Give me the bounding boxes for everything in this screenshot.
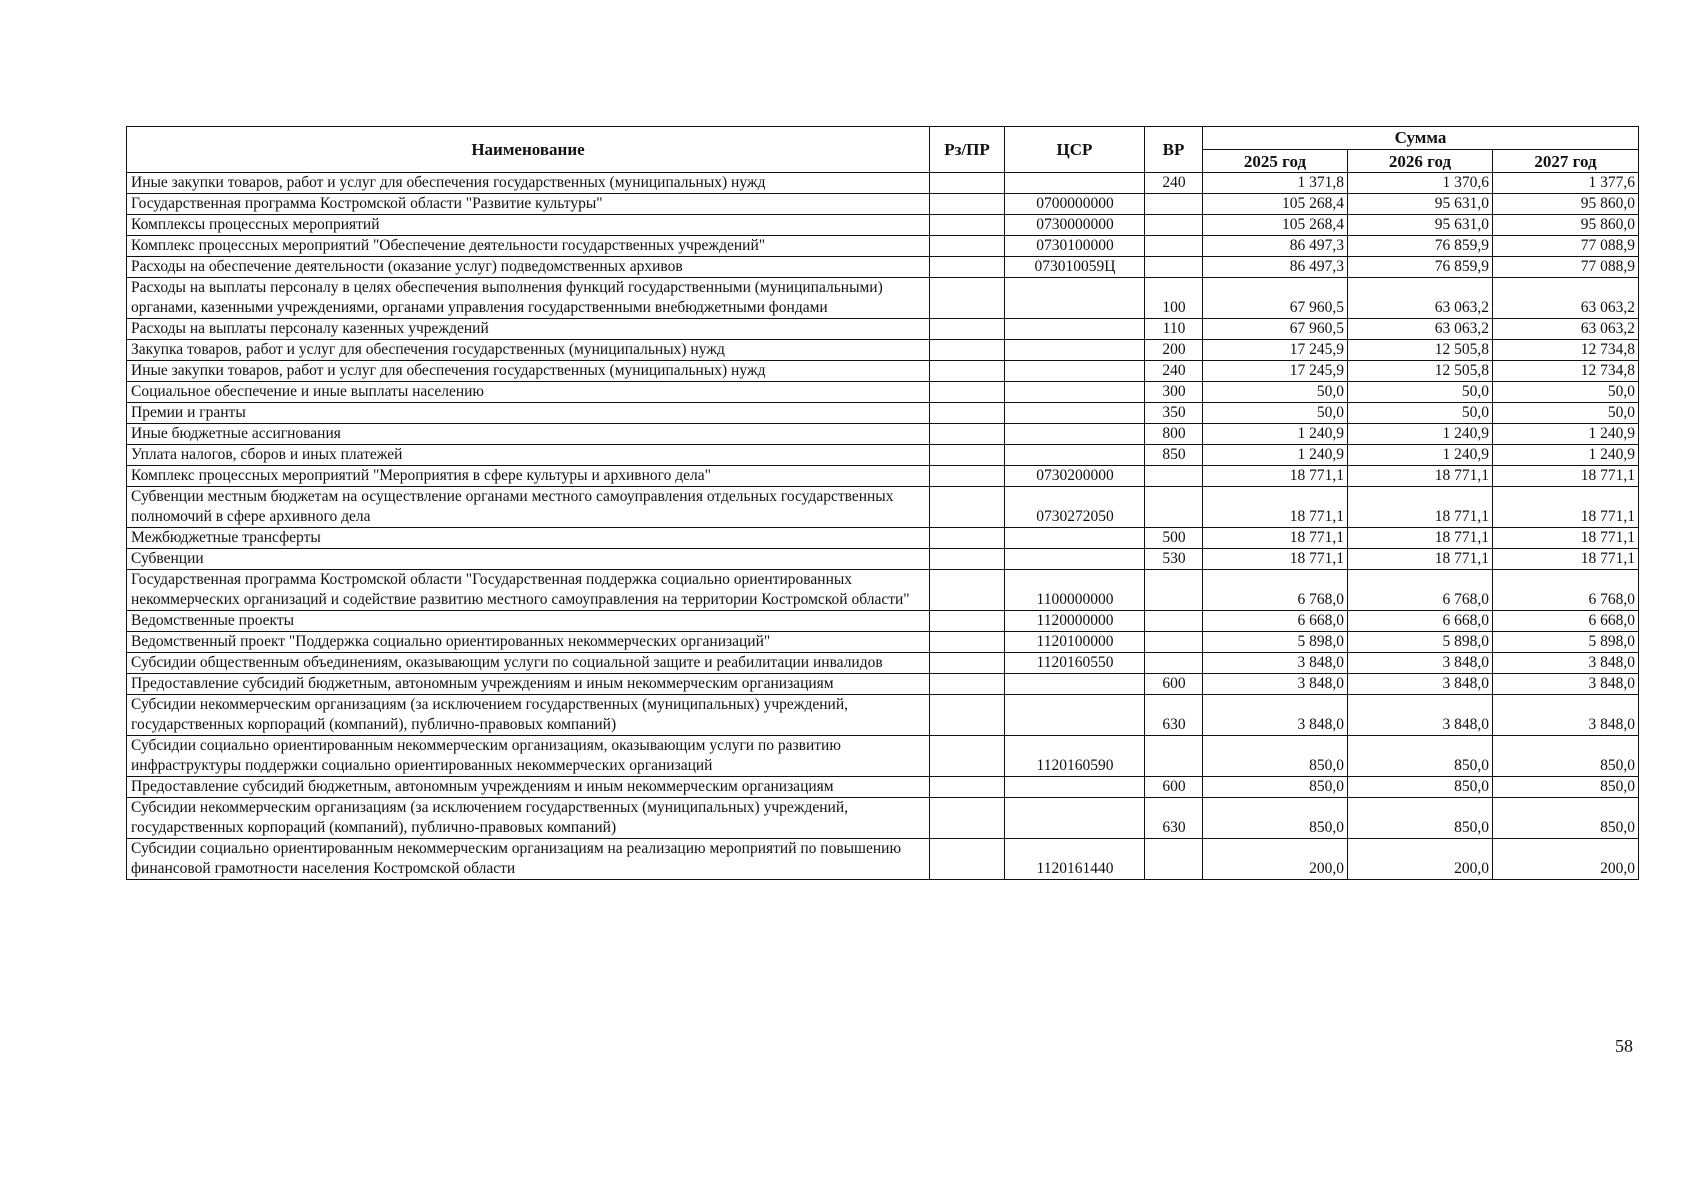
table-row <box>127 215 1639 236</box>
table-row <box>127 736 1639 777</box>
row-rz-pr <box>930 215 1005 236</box>
row-vr <box>1145 215 1203 236</box>
row-value-2026: 12 505,8 <box>1348 340 1493 361</box>
row-value-2026: 63 063,2 <box>1348 319 1493 340</box>
row-rz-pr <box>930 361 1005 382</box>
row-vr: 630 <box>1145 695 1203 736</box>
table-row <box>127 570 1639 611</box>
row-csr: 0700000000 <box>1005 194 1145 215</box>
row-name: Предоставление субсидий бюджетным, автономным учреждениям и иным некоммерческим организациям <box>127 777 930 798</box>
row-value-2026: 18 771,1 <box>1348 528 1493 549</box>
row-vr: 600 <box>1145 674 1203 695</box>
row-value-2025: 50,0 <box>1203 382 1348 403</box>
row-value-2027: 3 848,0 <box>1493 674 1639 695</box>
row-vr: 240 <box>1145 361 1203 382</box>
row-name: Иные закупки товаров, работ и услуг для обеспечения государственных (муниципальных) нужд <box>127 173 930 194</box>
row-name: Субсидии социально ориентированным некоммерческим организациям на реализацию мероприятий по повышению финансовой грамотности населения Костромской области <box>127 839 930 880</box>
table-row <box>127 777 1639 798</box>
row-rz-pr <box>930 445 1005 466</box>
row-rz-pr <box>930 528 1005 549</box>
row-rz-pr <box>930 736 1005 777</box>
row-value-2027: 63 063,2 <box>1493 278 1639 319</box>
row-value-2025: 6 768,0 <box>1203 570 1348 611</box>
row-rz-pr <box>930 340 1005 361</box>
row-value-2026: 50,0 <box>1348 403 1493 424</box>
row-csr: 0730272050 <box>1005 487 1145 528</box>
row-vr: 600 <box>1145 777 1203 798</box>
row-value-2026: 6 768,0 <box>1348 570 1493 611</box>
row-csr: 0730000000 <box>1005 215 1145 236</box>
header-rz-pr: Рз/ПР <box>930 127 1005 173</box>
row-value-2027: 850,0 <box>1493 736 1639 777</box>
header-sum: Сумма <box>1203 127 1639 150</box>
row-vr <box>1145 839 1203 880</box>
table-row <box>127 257 1639 278</box>
row-name: Комплекс процессных мероприятий "Обеспечение деятельности государственных учреждений" <box>127 236 930 257</box>
row-value-2027: 1 240,9 <box>1493 445 1639 466</box>
row-name: Субсидии социально ориентированным некоммерческим организациям, оказывающим услуги по развитию инфраструктуры поддержки социально ориентированных некоммерческих организаций <box>127 736 930 777</box>
row-name: Субсидии некоммерческим организациям (за исключением государственных (муниципальных) учреждений, государственных корпораций (компаний), публично-правовых компаний) <box>127 695 930 736</box>
row-vr <box>1145 466 1203 487</box>
row-value-2027: 63 063,2 <box>1493 319 1639 340</box>
row-value-2025: 6 668,0 <box>1203 611 1348 632</box>
row-value-2027: 95 860,0 <box>1493 215 1639 236</box>
table-row <box>127 278 1639 319</box>
row-vr <box>1145 194 1203 215</box>
row-value-2025: 3 848,0 <box>1203 695 1348 736</box>
row-rz-pr <box>930 403 1005 424</box>
row-csr <box>1005 424 1145 445</box>
row-value-2026: 76 859,9 <box>1348 236 1493 257</box>
row-name: Расходы на выплаты персоналу казенных учреждений <box>127 319 930 340</box>
row-value-2025: 86 497,3 <box>1203 236 1348 257</box>
table-row <box>127 653 1639 674</box>
table-row <box>127 466 1639 487</box>
row-vr <box>1145 236 1203 257</box>
row-value-2026: 3 848,0 <box>1348 695 1493 736</box>
row-value-2025: 18 771,1 <box>1203 549 1348 570</box>
row-rz-pr <box>930 424 1005 445</box>
row-value-2027: 850,0 <box>1493 798 1639 839</box>
row-rz-pr <box>930 695 1005 736</box>
row-value-2026: 3 848,0 <box>1348 653 1493 674</box>
row-value-2026: 63 063,2 <box>1348 278 1493 319</box>
row-csr: 1100000000 <box>1005 570 1145 611</box>
row-value-2027: 6 668,0 <box>1493 611 1639 632</box>
row-vr: 850 <box>1145 445 1203 466</box>
row-csr: 073010059Ц <box>1005 257 1145 278</box>
row-vr: 240 <box>1145 173 1203 194</box>
row-name: Социальное обеспечение и иные выплаты населению <box>127 382 930 403</box>
row-csr: 1120100000 <box>1005 632 1145 653</box>
row-value-2026: 850,0 <box>1348 777 1493 798</box>
row-csr <box>1005 528 1145 549</box>
row-value-2025: 17 245,9 <box>1203 340 1348 361</box>
table-row <box>127 528 1639 549</box>
header-year-2025: 2025 год <box>1203 150 1348 173</box>
row-value-2026: 95 631,0 <box>1348 215 1493 236</box>
row-name: Расходы на обеспечение деятельности (оказание услуг) подведомственных архивов <box>127 257 930 278</box>
row-value-2025: 18 771,1 <box>1203 466 1348 487</box>
row-value-2027: 1 377,6 <box>1493 173 1639 194</box>
row-value-2025: 67 960,5 <box>1203 278 1348 319</box>
page-number: 58 <box>1615 1036 1633 1056</box>
row-value-2027: 3 848,0 <box>1493 695 1639 736</box>
row-value-2026: 50,0 <box>1348 382 1493 403</box>
row-value-2025: 200,0 <box>1203 839 1348 880</box>
row-value-2026: 850,0 <box>1348 736 1493 777</box>
row-value-2026: 3 848,0 <box>1348 674 1493 695</box>
row-value-2027: 50,0 <box>1493 403 1639 424</box>
row-name: Иные закупки товаров, работ и услуг для обеспечения государственных (муниципальных) нужд <box>127 361 930 382</box>
row-value-2025: 67 960,5 <box>1203 319 1348 340</box>
row-name: Комплекс процессных мероприятий "Мероприятия в сфере культуры и архивного дела" <box>127 466 930 487</box>
row-name: Премии и гранты <box>127 403 930 424</box>
row-rz-pr <box>930 382 1005 403</box>
row-csr: 1120160550 <box>1005 653 1145 674</box>
header-year-2026: 2026 год <box>1348 150 1493 173</box>
row-value-2027: 12 734,8 <box>1493 361 1639 382</box>
row-rz-pr <box>930 653 1005 674</box>
table-row <box>127 340 1639 361</box>
row-csr: 0730200000 <box>1005 466 1145 487</box>
row-name: Государственная программа Костромской области "Развитие культуры" <box>127 194 930 215</box>
row-rz-pr <box>930 173 1005 194</box>
row-value-2027: 3 848,0 <box>1493 653 1639 674</box>
row-csr <box>1005 798 1145 839</box>
row-rz-pr <box>930 674 1005 695</box>
row-csr <box>1005 549 1145 570</box>
header-vr: ВР <box>1145 127 1203 173</box>
row-csr <box>1005 445 1145 466</box>
table-row <box>127 798 1639 839</box>
row-rz-pr <box>930 549 1005 570</box>
row-value-2026: 18 771,1 <box>1348 549 1493 570</box>
row-vr <box>1145 257 1203 278</box>
row-value-2027: 12 734,8 <box>1493 340 1639 361</box>
row-value-2027: 77 088,9 <box>1493 257 1639 278</box>
row-value-2027: 18 771,1 <box>1493 487 1639 528</box>
row-value-2027: 50,0 <box>1493 382 1639 403</box>
row-value-2025: 5 898,0 <box>1203 632 1348 653</box>
row-csr <box>1005 695 1145 736</box>
row-name: Субсидии общественным объединениям, оказывающим услуги по социальной защите и реабилитации инвалидов <box>127 653 930 674</box>
row-csr <box>1005 361 1145 382</box>
row-vr <box>1145 570 1203 611</box>
row-rz-pr <box>930 466 1005 487</box>
row-value-2027: 5 898,0 <box>1493 632 1639 653</box>
row-vr <box>1145 736 1203 777</box>
table-row <box>127 695 1639 736</box>
row-rz-pr <box>930 798 1005 839</box>
row-csr <box>1005 319 1145 340</box>
row-vr: 200 <box>1145 340 1203 361</box>
row-name: Ведомственные проекты <box>127 611 930 632</box>
row-value-2026: 18 771,1 <box>1348 466 1493 487</box>
row-vr: 800 <box>1145 424 1203 445</box>
budget-table <box>126 126 1639 880</box>
row-csr: 0730100000 <box>1005 236 1145 257</box>
table-row <box>127 319 1639 340</box>
row-rz-pr <box>930 611 1005 632</box>
row-vr: 300 <box>1145 382 1203 403</box>
row-csr: 1120000000 <box>1005 611 1145 632</box>
row-value-2025: 50,0 <box>1203 403 1348 424</box>
table-row <box>127 632 1639 653</box>
row-csr <box>1005 340 1145 361</box>
row-rz-pr <box>930 194 1005 215</box>
row-name: Ведомственный проект "Поддержка социально ориентированных некоммерческих организаций" <box>127 632 930 653</box>
row-value-2025: 18 771,1 <box>1203 528 1348 549</box>
row-value-2026: 850,0 <box>1348 798 1493 839</box>
row-rz-pr <box>930 236 1005 257</box>
row-name: Субвенции <box>127 549 930 570</box>
row-rz-pr <box>930 487 1005 528</box>
row-value-2027: 1 240,9 <box>1493 424 1639 445</box>
row-rz-pr <box>930 278 1005 319</box>
row-vr <box>1145 611 1203 632</box>
row-value-2026: 1 370,6 <box>1348 173 1493 194</box>
row-value-2027: 77 088,9 <box>1493 236 1639 257</box>
row-value-2025: 18 771,1 <box>1203 487 1348 528</box>
row-rz-pr <box>930 839 1005 880</box>
row-value-2025: 3 848,0 <box>1203 674 1348 695</box>
row-value-2027: 18 771,1 <box>1493 466 1639 487</box>
row-name: Расходы на выплаты персоналу в целях обеспечения выполнения функций государственными (муниципальными) органами, казенными учреждениями, органами управления государственными внебюджетными фондами <box>127 278 930 319</box>
row-name: Иные бюджетные ассигнования <box>127 424 930 445</box>
row-value-2025: 850,0 <box>1203 798 1348 839</box>
row-value-2025: 1 371,8 <box>1203 173 1348 194</box>
row-value-2025: 850,0 <box>1203 777 1348 798</box>
table-row <box>127 487 1639 528</box>
header-name: Наименование <box>127 127 930 173</box>
row-value-2027: 6 768,0 <box>1493 570 1639 611</box>
row-value-2027: 95 860,0 <box>1493 194 1639 215</box>
row-csr <box>1005 382 1145 403</box>
row-value-2026: 95 631,0 <box>1348 194 1493 215</box>
row-name: Межбюджетные трансферты <box>127 528 930 549</box>
row-rz-pr <box>930 570 1005 611</box>
table-row <box>127 445 1639 466</box>
table-row <box>127 403 1639 424</box>
row-csr <box>1005 674 1145 695</box>
row-name: Субвенции местным бюджетам на осуществление органами местного самоуправления отдельных государственных полномочий в сфере архивного дела <box>127 487 930 528</box>
row-name: Государственная программа Костромской области "Государственная поддержка социально ориентированных некоммерческих организаций и содействие развитию местного самоуправления на территории Костромской области" <box>127 570 930 611</box>
row-name: Предоставление субсидий бюджетным, автономным учреждениям и иным некоммерческим организациям <box>127 674 930 695</box>
table-body <box>127 173 1639 880</box>
row-value-2026: 76 859,9 <box>1348 257 1493 278</box>
row-value-2025: 1 240,9 <box>1203 445 1348 466</box>
row-name: Комплексы процессных мероприятий <box>127 215 930 236</box>
row-vr: 530 <box>1145 549 1203 570</box>
row-csr <box>1005 173 1145 194</box>
row-value-2027: 18 771,1 <box>1493 549 1639 570</box>
row-name: Закупка товаров, работ и услуг для обеспечения государственных (муниципальных) нужд <box>127 340 930 361</box>
row-value-2025: 86 497,3 <box>1203 257 1348 278</box>
row-value-2026: 12 505,8 <box>1348 361 1493 382</box>
row-vr <box>1145 653 1203 674</box>
row-csr <box>1005 278 1145 319</box>
row-value-2025: 1 240,9 <box>1203 424 1348 445</box>
table-row <box>127 839 1639 880</box>
row-vr: 100 <box>1145 278 1203 319</box>
row-value-2025: 3 848,0 <box>1203 653 1348 674</box>
row-value-2026: 1 240,9 <box>1348 445 1493 466</box>
row-vr: 630 <box>1145 798 1203 839</box>
row-value-2025: 17 245,9 <box>1203 361 1348 382</box>
table-row <box>127 236 1639 257</box>
row-value-2025: 105 268,4 <box>1203 215 1348 236</box>
header-csr: ЦСР <box>1005 127 1145 173</box>
row-value-2026: 5 898,0 <box>1348 632 1493 653</box>
row-value-2025: 850,0 <box>1203 736 1348 777</box>
table-row <box>127 194 1639 215</box>
table-row <box>127 382 1639 403</box>
row-value-2027: 18 771,1 <box>1493 528 1639 549</box>
row-value-2027: 850,0 <box>1493 777 1639 798</box>
table-row <box>127 361 1639 382</box>
row-rz-pr <box>930 632 1005 653</box>
row-name: Уплата налогов, сборов и иных платежей <box>127 445 930 466</box>
row-vr: 350 <box>1145 403 1203 424</box>
table-header <box>127 127 1639 173</box>
row-csr <box>1005 777 1145 798</box>
row-vr <box>1145 632 1203 653</box>
row-value-2026: 18 771,1 <box>1348 487 1493 528</box>
row-csr: 1120160590 <box>1005 736 1145 777</box>
table-row <box>127 549 1639 570</box>
table-row <box>127 424 1639 445</box>
table-row <box>127 611 1639 632</box>
row-value-2027: 200,0 <box>1493 839 1639 880</box>
table-row <box>127 173 1639 194</box>
row-rz-pr <box>930 777 1005 798</box>
row-rz-pr <box>930 257 1005 278</box>
row-vr <box>1145 487 1203 528</box>
row-name: Субсидии некоммерческим организациям (за исключением государственных (муниципальных) учреждений, государственных корпораций (компаний), публично-правовых компаний) <box>127 798 930 839</box>
row-value-2025: 105 268,4 <box>1203 194 1348 215</box>
row-value-2026: 200,0 <box>1348 839 1493 880</box>
row-value-2026: 1 240,9 <box>1348 424 1493 445</box>
header-year-2027: 2027 год <box>1493 150 1639 173</box>
row-value-2026: 6 668,0 <box>1348 611 1493 632</box>
row-vr: 500 <box>1145 528 1203 549</box>
table-row <box>127 674 1639 695</box>
row-csr: 1120161440 <box>1005 839 1145 880</box>
row-rz-pr <box>930 319 1005 340</box>
row-csr <box>1005 403 1145 424</box>
row-vr: 110 <box>1145 319 1203 340</box>
